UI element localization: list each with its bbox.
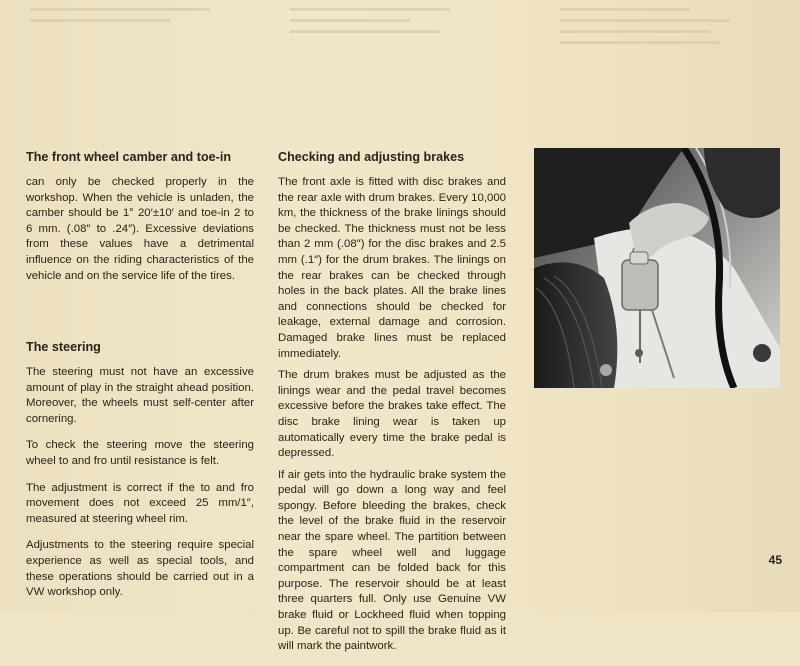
brake-fluid-reservoir-photo	[534, 148, 780, 388]
brakes-paragraph: The front axle is fitted with disc brakes and the rear axle with drum brakes. Every 10,000 km, the thickness of the brake linings should be checked. The thickness must not be less than 2 mm (.08″) for the disc brakes and 2.5 mm (.1″) for the drum brakes. The linings on the rear brakes can be checked through holes in the back plates. All the brake lines and connections should be checked for leakage, external damage and corrosion. Damaged brake lines must be replaced immediately.	[278, 176, 506, 360]
brakes-paragraph: The drum brakes must be adjusted as the linings wear and the pedal travel becomes excessive before the brakes take effect. The disc brake lining wear is taken up automatically every time the brake pedal is depressed.	[278, 369, 506, 460]
brakes-paragraph: If air gets into the hydraulic brake system the pedal will go down a long way and feel spongy. Before bleeding the brakes, check the level of the brake fluid in the reservoir near the spare wheel. The partition between the spare wheel well and luggage compartment can be folded back for this purpose. The reservoir should be at least three quarters full. Only use Genuine VW brake fluid or Lockheed fluid when topping up. Be careful not to spill the brake fluid as it will mark the paintwork.	[278, 468, 506, 653]
page-number: 45	[768, 553, 782, 567]
steering-section	[26, 340, 254, 612]
camber-text: can only be checked properly in the workshop. When the vehicle is unladen, the camber should be 1° 20′±10′ and toe-in 2 to 6 mm. (.08″ to .24″). Excessive deviations from these values have a detrimental influence on the riding characteristics of the vehicle and on the service life of the tires.	[26, 176, 254, 282]
left-column	[26, 150, 254, 295]
steering-paragraph: The steering must not have an excessive amount of play in the straight ahead position. Moreover, the wheels must self-center after cornering.	[26, 366, 254, 425]
middle-column	[278, 150, 506, 666]
bleed-through-right	[560, 0, 760, 70]
bleed-through-left	[30, 0, 250, 70]
steering-heading: The steering	[26, 340, 101, 354]
camber-heading: The front wheel camber and toe-in	[26, 150, 232, 164]
steering-paragraph: Adjustments to the steering require special experience as well as special tools, and these operations should be carried out in a VW workshop only.	[26, 539, 254, 599]
steering-paragraph: To check the steering move the steering wheel to and fro until resistance is felt.	[26, 439, 254, 467]
brakes-heading: Checking and adjusting brakes	[278, 150, 465, 164]
bleed-through-mid	[290, 0, 490, 70]
steering-paragraph: The adjustment is correct if the to and fro movement does not exceed 25 mm/1″, measured at steering wheel rim.	[26, 481, 254, 525]
